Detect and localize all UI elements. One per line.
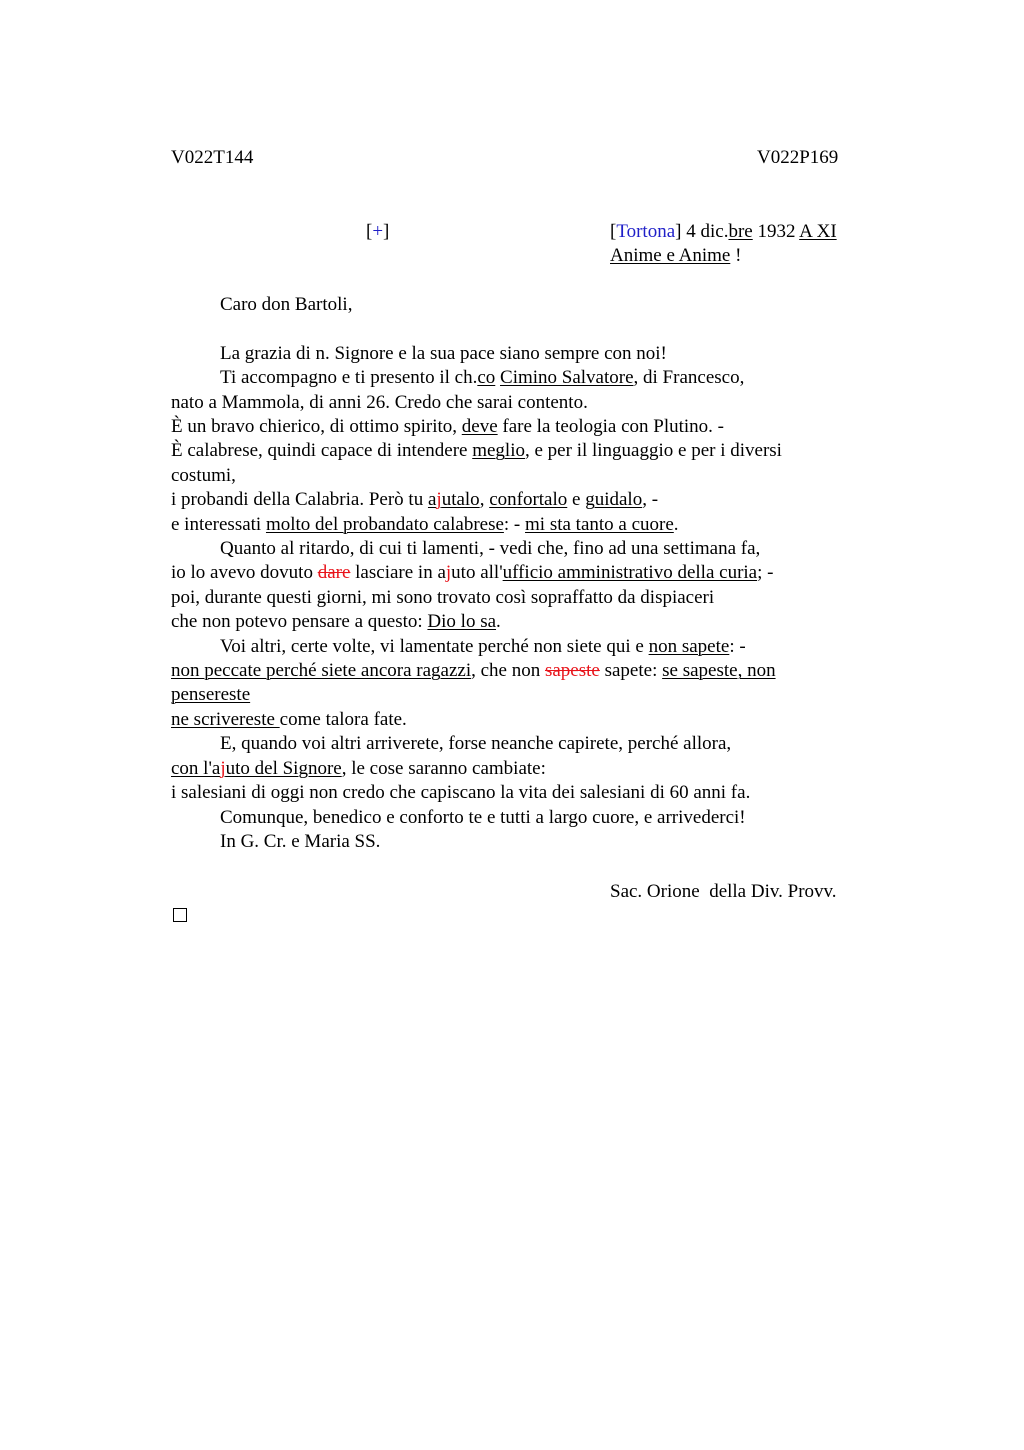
- fascist-era-year: A XI: [799, 221, 837, 242]
- document-id-left: V022T144: [171, 147, 254, 168]
- closing: In G. Cr. e Maria SS.: [220, 830, 381, 852]
- date-year: 1932: [752, 221, 800, 242]
- text-line: Voi altri, certe volte, vi lamentate perché non siete qui e non sapete: -: [220, 635, 746, 657]
- bracket-open: [: [610, 221, 617, 242]
- text-line: e interessati molto del probandato calabrese: - mi sta tanto a cuore.: [171, 513, 679, 535]
- bracket-open: [: [366, 221, 373, 242]
- correction-letter: j: [436, 489, 442, 511]
- text-line: poi, durante questi giorni, mi sono trovato così sopraffatto da dispiaceri: [171, 586, 715, 608]
- date-month-abbrev: bre: [728, 221, 753, 242]
- letter-body: [171, 293, 851, 854]
- date-part: 4 dic.: [681, 221, 729, 242]
- text-line: i probandi della Calabria. Però tu ajutalo, confortalo e guidalo, -: [171, 489, 659, 511]
- correction-letter: j: [445, 562, 452, 584]
- text-line: nato a Mammola, di anni 26. Credo che sarai contento.: [171, 391, 588, 413]
- dateline-motto: [610, 244, 837, 268]
- text-line: Quanto al ritardo, di cui ti lamenti, - vedi che, fino ad una settimana fa,: [220, 538, 761, 560]
- text-line: La grazia di n. Signore e la sua pace siano sempre con noi!: [220, 342, 667, 364]
- person-name: Cimino Salvatore: [500, 367, 634, 389]
- document-id-right: V022P169: [757, 147, 839, 168]
- struck-word: sapeste: [544, 660, 600, 682]
- motto-end: !: [730, 245, 742, 267]
- text-line: È un bravo chierico, di ottimo spirito, deve fare la teologia con Plutino. -: [171, 416, 724, 438]
- cross-mark: +: [372, 221, 384, 242]
- dateline-date: [610, 220, 837, 244]
- signature: Sac. Orione della Div. Provv.: [610, 881, 837, 902]
- text-line: pensereste: [171, 684, 251, 706]
- correction-letter: j: [220, 757, 226, 779]
- text-line: che non potevo pensare a questo: Dio lo sa.: [171, 611, 501, 633]
- text-line: Comunque, benedico e conforto te e tutti a largo cuore, e arrivederci!: [220, 806, 746, 828]
- bracket-close: ]: [383, 221, 390, 242]
- text-line: ne scrivereste come talora fate.: [171, 708, 407, 730]
- dateline: [610, 220, 837, 269]
- struck-word: dare: [317, 562, 351, 584]
- motto: Anime e Anime: [610, 245, 731, 267]
- text-line: Ti accompagno e ti presento il ch.co Cimino Salvatore, di Francesco,: [220, 367, 745, 389]
- salutation: Caro don Bartoli,: [220, 294, 353, 315]
- text-line: È calabrese, quindi capace di intendere meglio, e per il linguaggio e per i diversi: [171, 440, 782, 462]
- text-line: con l'ajuto del Signore, le cose saranno cambiate:: [171, 757, 546, 779]
- text-line: i salesiani di oggi non credo che capiscano la vita dei salesiani di 60 anni fa.: [171, 782, 751, 804]
- square-outline-icon: [173, 908, 187, 922]
- cross-symbol: [366, 220, 389, 244]
- text-line: costumi,: [171, 464, 236, 486]
- bracket-close: ]: [675, 221, 682, 242]
- text-line: io lo avevo dovuto dare lasciare in ajuto all'ufficio amministrativo della curia; -: [171, 562, 774, 584]
- place-name: Tortona: [616, 221, 676, 242]
- text-line: E, quando voi altri arriverete, forse neanche capirete, perché allora,: [220, 733, 732, 755]
- text-line: non peccate perché siete ancora ragazzi, che non sapeste sapete: se sapeste, non: [171, 660, 776, 682]
